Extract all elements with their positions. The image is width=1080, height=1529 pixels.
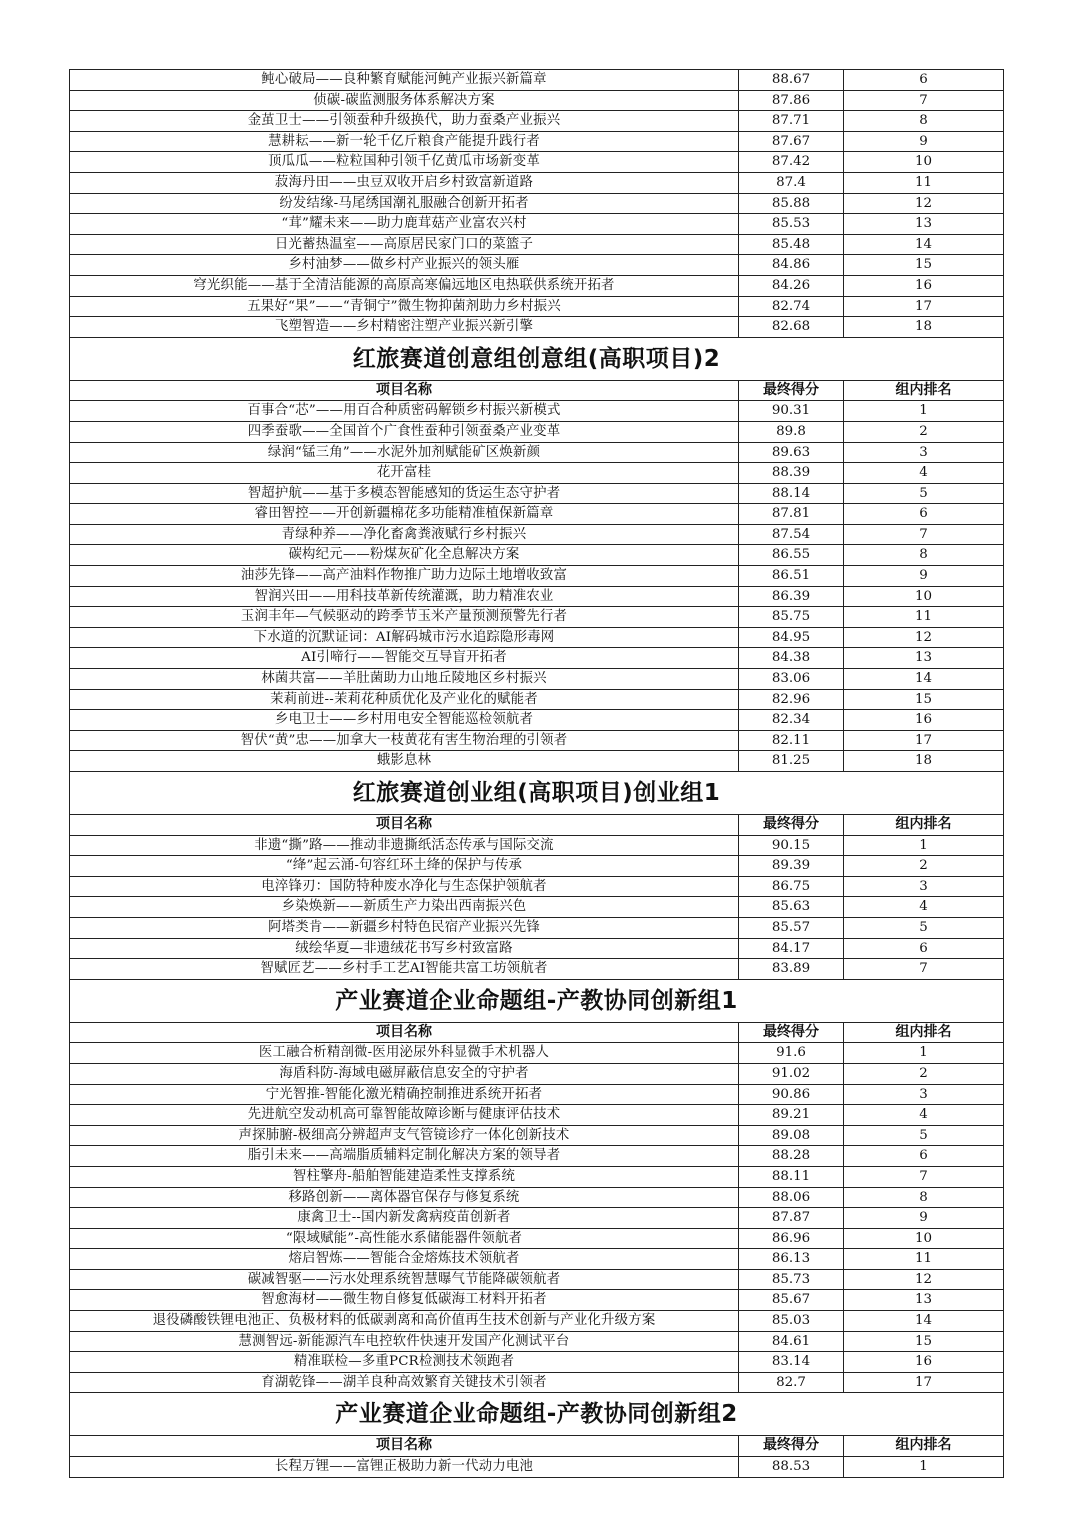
section-title-row [70,337,1004,380]
project-name-cell: 菽海丹田——虫豆双收开启乡村致富新道路 [70,172,739,193]
project-name-cell: 精准联检—多重PCR检测技术领跑者 [70,1352,739,1373]
rank-cell: 12 [844,1269,1004,1290]
score-cell: 85.53 [739,214,844,235]
header-final-score: 最终得分 [739,815,844,836]
score-cell: 87.67 [739,131,844,152]
score-cell: 89.21 [739,1105,844,1126]
results-table [69,69,1004,1478]
project-name-cell: 下水道的沉默证词：AI解码城市污水追踪隐形毒网 [70,627,739,648]
score-cell: 81.25 [739,751,844,772]
project-name-cell: 宁光智推-智能化激光精确控制推进系统开拓者 [70,1084,739,1105]
score-cell: 85.88 [739,193,844,214]
rank-cell: 15 [844,255,1004,276]
score-cell: 88.06 [739,1187,844,1208]
rank-cell: 14 [844,669,1004,690]
rank-cell: 7 [844,959,1004,980]
table-row [70,730,1004,751]
rank-cell: 13 [844,1290,1004,1311]
rank-cell: 18 [844,751,1004,772]
table-row [70,1084,1004,1105]
rank-cell: 6 [844,1146,1004,1167]
rank-cell: 10 [844,586,1004,607]
column-header-row [70,380,1004,401]
score-cell: 86.39 [739,586,844,607]
rank-cell: 13 [844,648,1004,669]
table-row [70,1228,1004,1249]
project-name-cell: 侦碳-碳监测服务体系解决方案 [70,90,739,111]
score-cell: 82.74 [739,296,844,317]
table-row [70,1311,1004,1332]
rank-cell: 3 [844,876,1004,897]
project-name-cell: 乡染焕新——新质生产力染出西南振兴色 [70,897,739,918]
section-title-row [70,1393,1004,1436]
project-name-cell: 鲀心破局——良种繁育赋能河鲀产业振兴新篇章 [70,70,739,91]
project-name-cell: 碳构纪元——粉煤灰矿化全息解决方案 [70,545,739,566]
score-cell: 86.55 [739,545,844,566]
score-cell: 88.28 [739,1146,844,1167]
project-name-cell: 林菌共富——羊肚菌助力山地丘陵地区乡村振兴 [70,669,739,690]
table-row [70,1457,1004,1478]
score-cell: 87.81 [739,504,844,525]
rank-cell: 9 [844,1208,1004,1229]
score-cell: 83.14 [739,1352,844,1373]
rank-cell: 8 [844,545,1004,566]
score-cell: 90.86 [739,1084,844,1105]
project-name-cell: 顶瓜瓜——粒粒国种引领千亿黄瓜市场新变革 [70,152,739,173]
section-title-row [70,772,1004,815]
score-cell: 91.6 [739,1043,844,1064]
score-cell: 88.39 [739,463,844,484]
table-row [70,689,1004,710]
score-cell: 84.17 [739,938,844,959]
column-header-row [70,1022,1004,1043]
table-row [70,1063,1004,1084]
score-cell: 88.14 [739,483,844,504]
rank-cell: 4 [844,463,1004,484]
rank-cell: 3 [844,1084,1004,1105]
rank-cell: 15 [844,689,1004,710]
score-cell: 86.96 [739,1228,844,1249]
table-row [70,710,1004,731]
score-cell: 85.75 [739,607,844,628]
table-row [70,545,1004,566]
rank-cell: 7 [844,524,1004,545]
table-row [70,1146,1004,1167]
table-row [70,111,1004,132]
score-cell: 89.63 [739,442,844,463]
table-row [70,566,1004,587]
score-cell: 82.68 [739,317,844,338]
table-row [70,504,1004,525]
header-project-name: 项目名称 [70,815,739,836]
rank-cell: 14 [844,234,1004,255]
score-cell: 86.13 [739,1249,844,1270]
project-name-cell: 百事合“芯”——用百合种质密码解锁乡村振兴新模式 [70,401,739,422]
header-project-name: 项目名称 [70,380,739,401]
table-row [70,856,1004,877]
rank-cell: 1 [844,1457,1004,1478]
rank-cell: 11 [844,172,1004,193]
table-row [70,90,1004,111]
rank-cell: 3 [844,442,1004,463]
rank-cell: 5 [844,917,1004,938]
rank-cell: 2 [844,1063,1004,1084]
rank-cell: 1 [844,1043,1004,1064]
score-cell: 85.63 [739,897,844,918]
project-name-cell: 纷发结缘-马尾绣国潮礼服融合创新开拓者 [70,193,739,214]
project-name-cell: 熔启智炼——智能合金熔炼技术领航者 [70,1249,739,1270]
rank-cell: 7 [844,90,1004,111]
score-cell: 82.34 [739,710,844,731]
project-name-cell: “限域赋能”-高性能水系储能器件领航者 [70,1228,739,1249]
project-name-cell: “绛”起云涌-句容红环土绛的保护与传承 [70,856,739,877]
project-name-cell: 四季蚕歌——全国首个广食性蚕种引领蚕桑产业变革 [70,421,739,442]
score-cell: 84.86 [739,255,844,276]
table-row [70,1125,1004,1146]
table-row [70,463,1004,484]
project-name-cell: “茸”耀未来——助力鹿茸菇产业富农兴村 [70,214,739,235]
table-row [70,1331,1004,1352]
project-name-cell: 睿田智控——开创新疆棉花多功能精准植保新篇章 [70,504,739,525]
rank-cell: 16 [844,275,1004,296]
header-group-rank: 组内排名 [844,1022,1004,1043]
project-name-cell: 金茧卫士——引领蚕种升级换代，助力蚕桑产业振兴 [70,111,739,132]
table-row [70,897,1004,918]
results-sheet [69,69,1003,1478]
score-cell: 87.87 [739,1208,844,1229]
project-name-cell: 茉莉前进--茉莉花种质优化及产业化的赋能者 [70,689,739,710]
table-row [70,1352,1004,1373]
rank-cell: 16 [844,710,1004,731]
score-cell: 85.03 [739,1311,844,1332]
project-name-cell: 蛾影息林 [70,751,739,772]
rank-cell: 17 [844,1372,1004,1393]
table-row [70,917,1004,938]
rank-cell: 2 [844,856,1004,877]
table-row [70,524,1004,545]
table-row [70,1269,1004,1290]
table-row [70,152,1004,173]
score-cell: 84.95 [739,627,844,648]
project-name-cell: 花开富桂 [70,463,739,484]
project-name-cell: 海盾科防-海域电磁屏蔽信息安全的守护者 [70,1063,739,1084]
score-cell: 91.02 [739,1063,844,1084]
score-cell: 89.8 [739,421,844,442]
rank-cell: 15 [844,1331,1004,1352]
rank-cell: 1 [844,835,1004,856]
rank-cell: 7 [844,1166,1004,1187]
section-title: 红旅赛道创业组(高职项目)创业组1 [70,772,1004,815]
project-name-cell: 非遗“撕”路——推动非遗撕纸活态传承与国际交流 [70,835,739,856]
header-project-name: 项目名称 [70,1022,739,1043]
project-name-cell: 绿润“锰三角”——水泥外加剂赋能矿区焕新颜 [70,442,739,463]
rank-cell: 10 [844,1228,1004,1249]
score-cell: 87.71 [739,111,844,132]
table-row [70,751,1004,772]
rank-cell: 17 [844,296,1004,317]
project-name-cell: 育湖乾锋——湖羊良种高效繁育关键技术引领者 [70,1372,739,1393]
project-name-cell: 碳减智驱——污水处理系统智慧曝气节能降碳领航者 [70,1269,739,1290]
table-row [70,70,1004,91]
table-row [70,483,1004,504]
rank-cell: 5 [844,1125,1004,1146]
table-row [70,607,1004,628]
score-cell: 82.11 [739,730,844,751]
project-name-cell: 先进航空发动机高可靠智能故障诊断与健康评估技术 [70,1105,739,1126]
rank-cell: 18 [844,317,1004,338]
table-row [70,1290,1004,1311]
header-group-rank: 组内排名 [844,1436,1004,1457]
table-row [70,442,1004,463]
score-cell: 85.67 [739,1290,844,1311]
score-cell: 85.57 [739,917,844,938]
project-name-cell: 智赋匠艺——乡村手工艺AI智能共富工坊领航者 [70,959,739,980]
score-cell: 89.08 [739,1125,844,1146]
score-cell: 86.75 [739,876,844,897]
header-group-rank: 组内排名 [844,815,1004,836]
table-row [70,938,1004,959]
rank-cell: 13 [844,214,1004,235]
rank-cell: 2 [844,421,1004,442]
project-name-cell: 绒绘华夏—非遗绒花书写乡村致富路 [70,938,739,959]
table-row [70,1043,1004,1064]
project-name-cell: 慧耕耘——新一轮千亿斤粮食产能提升践行者 [70,131,739,152]
project-name-cell: 智伏“黄”忠——加拿大一枝黄花有害生物治理的引领者 [70,730,739,751]
score-cell: 82.7 [739,1372,844,1393]
table-row [70,1249,1004,1270]
score-cell: 84.38 [739,648,844,669]
score-cell: 87.42 [739,152,844,173]
table-row [70,296,1004,317]
score-cell: 85.48 [739,234,844,255]
rank-cell: 1 [844,401,1004,422]
score-cell: 87.4 [739,172,844,193]
rank-cell: 16 [844,1352,1004,1373]
header-group-rank: 组内排名 [844,380,1004,401]
project-name-cell: 青绿种养——净化畜禽粪液赋行乡村振兴 [70,524,739,545]
table-row [70,214,1004,235]
score-cell: 90.31 [739,401,844,422]
project-name-cell: 智愈海材——微生物自修复低碳海工材料开拓者 [70,1290,739,1311]
header-project-name: 项目名称 [70,1436,739,1457]
score-cell: 82.96 [739,689,844,710]
project-name-cell: AI引啼行——智能交互导盲开拓者 [70,648,739,669]
rank-cell: 12 [844,627,1004,648]
score-cell: 83.06 [739,669,844,690]
table-row [70,627,1004,648]
rank-cell: 17 [844,730,1004,751]
rank-cell: 10 [844,152,1004,173]
score-cell: 84.61 [739,1331,844,1352]
project-name-cell: 声探肺腑-极细高分辨超声支气管镜诊疗一体化创新技术 [70,1125,739,1146]
section-title-row [70,979,1004,1022]
table-row [70,876,1004,897]
project-name-cell: 康禽卫士--国内新发禽病疫苗创新者 [70,1208,739,1229]
score-cell: 86.51 [739,566,844,587]
table-row [70,1105,1004,1126]
table-row [70,1166,1004,1187]
rank-cell: 9 [844,131,1004,152]
score-cell: 84.26 [739,275,844,296]
rank-cell: 6 [844,504,1004,525]
project-name-cell: 长程万锂——富锂正极助力新一代动力电池 [70,1457,739,1478]
table-row [70,131,1004,152]
project-name-cell: 飞塑智造——乡村精密注塑产业振兴新引擎 [70,317,739,338]
project-name-cell: 日光蓄热温室——高原居民家门口的菜篮子 [70,234,739,255]
header-final-score: 最终得分 [739,380,844,401]
project-name-cell: 电淬锋刃：国防特种废水净化与生态保护领航者 [70,876,739,897]
table-row [70,669,1004,690]
header-final-score: 最终得分 [739,1436,844,1457]
table-row [70,421,1004,442]
project-name-cell: 移路创新——离体器官保存与修复系统 [70,1187,739,1208]
score-cell: 85.73 [739,1269,844,1290]
rank-cell: 11 [844,1249,1004,1270]
project-name-cell: 智超护航——基于多模态智能感知的货运生态守护者 [70,483,739,504]
section-title: 产业赛道企业命题组-产教协同创新组1 [70,979,1004,1022]
rank-cell: 12 [844,193,1004,214]
score-cell: 87.54 [739,524,844,545]
rank-cell: 6 [844,70,1004,91]
project-name-cell: 乡电卫士——乡村用电安全智能巡检领航者 [70,710,739,731]
column-header-row [70,815,1004,836]
score-cell: 88.11 [739,1166,844,1187]
rank-cell: 5 [844,483,1004,504]
project-name-cell: 穹光织能——基于全清洁能源的高原高寒偏远地区电热联供系统开拓者 [70,275,739,296]
project-name-cell: 玉润丰年—气候驱动的跨季节玉米产量预测预警先行者 [70,607,739,628]
section-title: 红旅赛道创意组创意组(高职项目)2 [70,337,1004,380]
rank-cell: 11 [844,607,1004,628]
score-cell: 88.67 [739,70,844,91]
table-row [70,1187,1004,1208]
column-header-row [70,1436,1004,1457]
table-row [70,275,1004,296]
table-row [70,1372,1004,1393]
score-cell: 89.39 [739,856,844,877]
rank-cell: 14 [844,1311,1004,1332]
score-cell: 83.89 [739,959,844,980]
project-name-cell: 慧测智远-新能源汽车电控软件快速开发国产化测试平台 [70,1331,739,1352]
table-row [70,255,1004,276]
rank-cell: 4 [844,897,1004,918]
rank-cell: 6 [844,938,1004,959]
rank-cell: 8 [844,1187,1004,1208]
project-name-cell: 阿塔类肯——新疆乡村特色民宿产业振兴先锋 [70,917,739,938]
table-row [70,401,1004,422]
score-cell: 90.15 [739,835,844,856]
table-row [70,193,1004,214]
table-row [70,172,1004,193]
table-row [70,959,1004,980]
table-row [70,234,1004,255]
project-name-cell: 五果好“果”——“青铜宁”微生物抑菌剂助力乡村振兴 [70,296,739,317]
table-row [70,648,1004,669]
table-row [70,835,1004,856]
project-name-cell: 医工融合析精剖微-医用泌尿外科显微手术机器人 [70,1043,739,1064]
project-name-cell: 油莎先锋——高产油料作物推广助力边际土地增收致富 [70,566,739,587]
rank-cell: 8 [844,111,1004,132]
table-row [70,586,1004,607]
rank-cell: 4 [844,1105,1004,1126]
project-name-cell: 乡村油梦——做乡村产业振兴的领头雁 [70,255,739,276]
score-cell: 88.53 [739,1457,844,1478]
rank-cell: 9 [844,566,1004,587]
project-name-cell: 脂引未来——高端脂质辅料定制化解决方案的领导者 [70,1146,739,1167]
project-name-cell: 智柱擎舟-船舶智能建造柔性支撑系统 [70,1166,739,1187]
header-final-score: 最终得分 [739,1022,844,1043]
score-cell: 87.86 [739,90,844,111]
table-row [70,1208,1004,1229]
table-row [70,317,1004,338]
section-title: 产业赛道企业命题组-产教协同创新组2 [70,1393,1004,1436]
project-name-cell: 智润兴田——用科技革新传统灌溉，助力精准农业 [70,586,739,607]
project-name-cell: 退役磷酸铁锂电池正、负极材料的低碳剥离和高价值再生技术创新与产业化升级方案 [70,1311,739,1332]
